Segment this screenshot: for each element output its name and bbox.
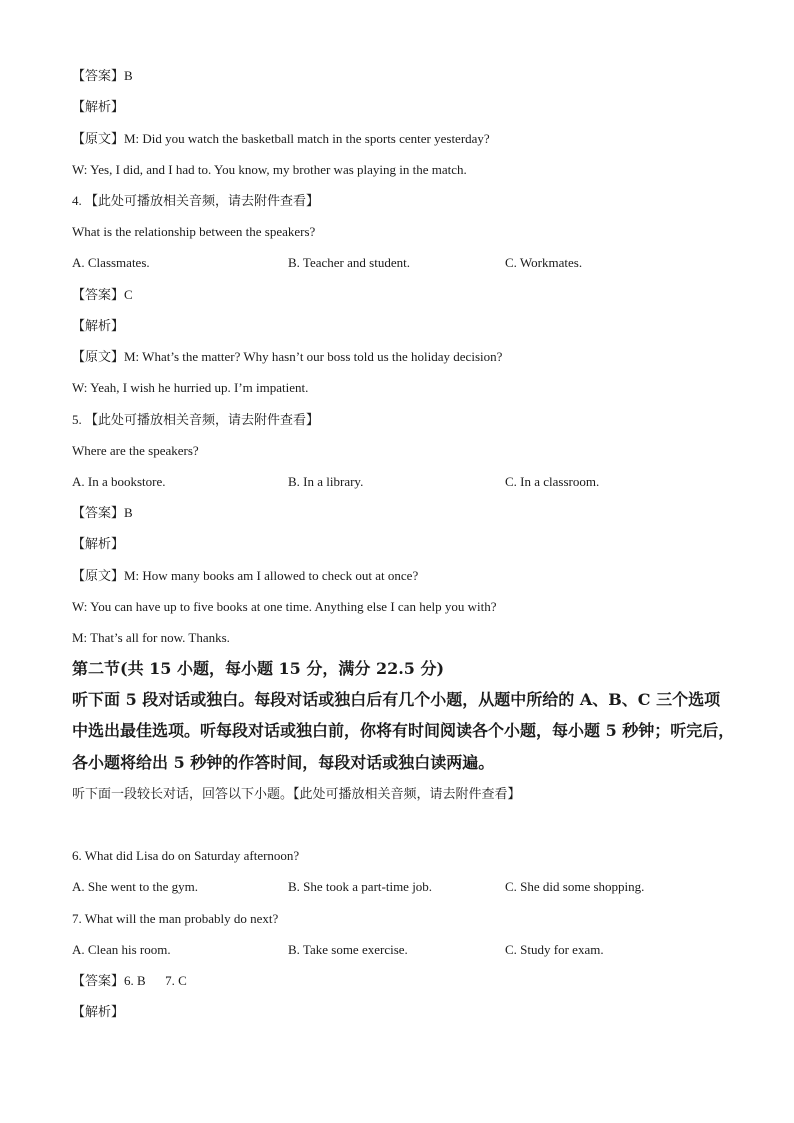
answer-label: 【答案】C xyxy=(72,287,133,302)
option-b: B. Take some exercise. xyxy=(288,942,408,957)
question-text: 7. What will the man probably do next? xyxy=(72,911,279,926)
listening-prompt[interactable]: 听下面一段较长对话，回答以下小题。【此处可播放相关音频，请去附件查看】 xyxy=(72,787,521,802)
answer-label: 【答案】6. B 7. C xyxy=(72,973,187,988)
option-c: C. Workmates. xyxy=(505,255,583,270)
option-c: C. In a classroom. xyxy=(505,474,600,489)
analysis-label: 【解析】 xyxy=(72,318,125,333)
question-number-audio[interactable]: 5. 【此处可播放相关音频，请去附件查看】 xyxy=(72,412,320,427)
transcript-line: 【原文】M: What’s the matter? Why hasn’t our boss told us the holiday decision? xyxy=(72,349,503,364)
option-b: B. In a library. xyxy=(288,474,364,489)
option-a: A. Classmates. xyxy=(72,255,150,270)
question-text: What is the relationship between the speakers? xyxy=(72,224,316,239)
section-instructions: 听下面 5 段对话或独白。每段对话或独白后有几个小题，从题中所给的 A、B、C 三个选项 xyxy=(72,690,721,709)
transcript-line: W: You can have up to five books at one time. Anything else I can help you with? xyxy=(72,599,497,614)
option-a: A. She went to the gym. xyxy=(72,879,199,894)
option-b: B. Teacher and student. xyxy=(288,255,410,270)
section-instructions: 各小题将给出 5 秒钟的作答时间，每段对话或独白读两遍。 xyxy=(72,753,495,772)
transcript-line: 【原文】M: Did you watch the basketball match in the sports center yesterday? xyxy=(72,131,490,146)
option-b: B. She took a part-time job. xyxy=(288,879,433,894)
transcript-line: M: That’s all for now. Thanks. xyxy=(72,630,230,645)
section-instructions: 中选出最佳选项。听每段对话或独白前，你将有时间阅读各个小题，每小题 5 秒钟；听完后， xyxy=(72,721,735,740)
question-text: 6. What did Lisa do on Saturday afternoon? xyxy=(72,848,300,863)
analysis-label: 【解析】 xyxy=(72,99,125,114)
option-a: A. Clean his room. xyxy=(72,942,171,957)
question-text: Where are the speakers? xyxy=(72,443,199,458)
answer-label: 【答案】B xyxy=(72,505,133,520)
analysis-label: 【解析】 xyxy=(72,536,125,551)
option-a: A. In a bookstore. xyxy=(72,474,166,489)
transcript-line: 【原文】M: How many books am I allowed to check out at once? xyxy=(72,568,419,583)
analysis-label: 【解析】 xyxy=(72,1004,125,1019)
transcript-line: W: Yeah, I wish he hurried up. I’m impatient. xyxy=(72,380,309,395)
answer-label: 【答案】B xyxy=(72,68,133,83)
option-c: C. She did some shopping. xyxy=(505,879,645,894)
option-c: C. Study for exam. xyxy=(505,942,604,957)
transcript-line: W: Yes, I did, and I had to. You know, my brother was playing in the match. xyxy=(72,162,467,177)
section-heading: 第二节(共 15 小题，每小题 15 分，满分 22.5 分) xyxy=(72,659,445,678)
question-number-audio[interactable]: 4. 【此处可播放相关音频，请去附件查看】 xyxy=(72,193,320,208)
